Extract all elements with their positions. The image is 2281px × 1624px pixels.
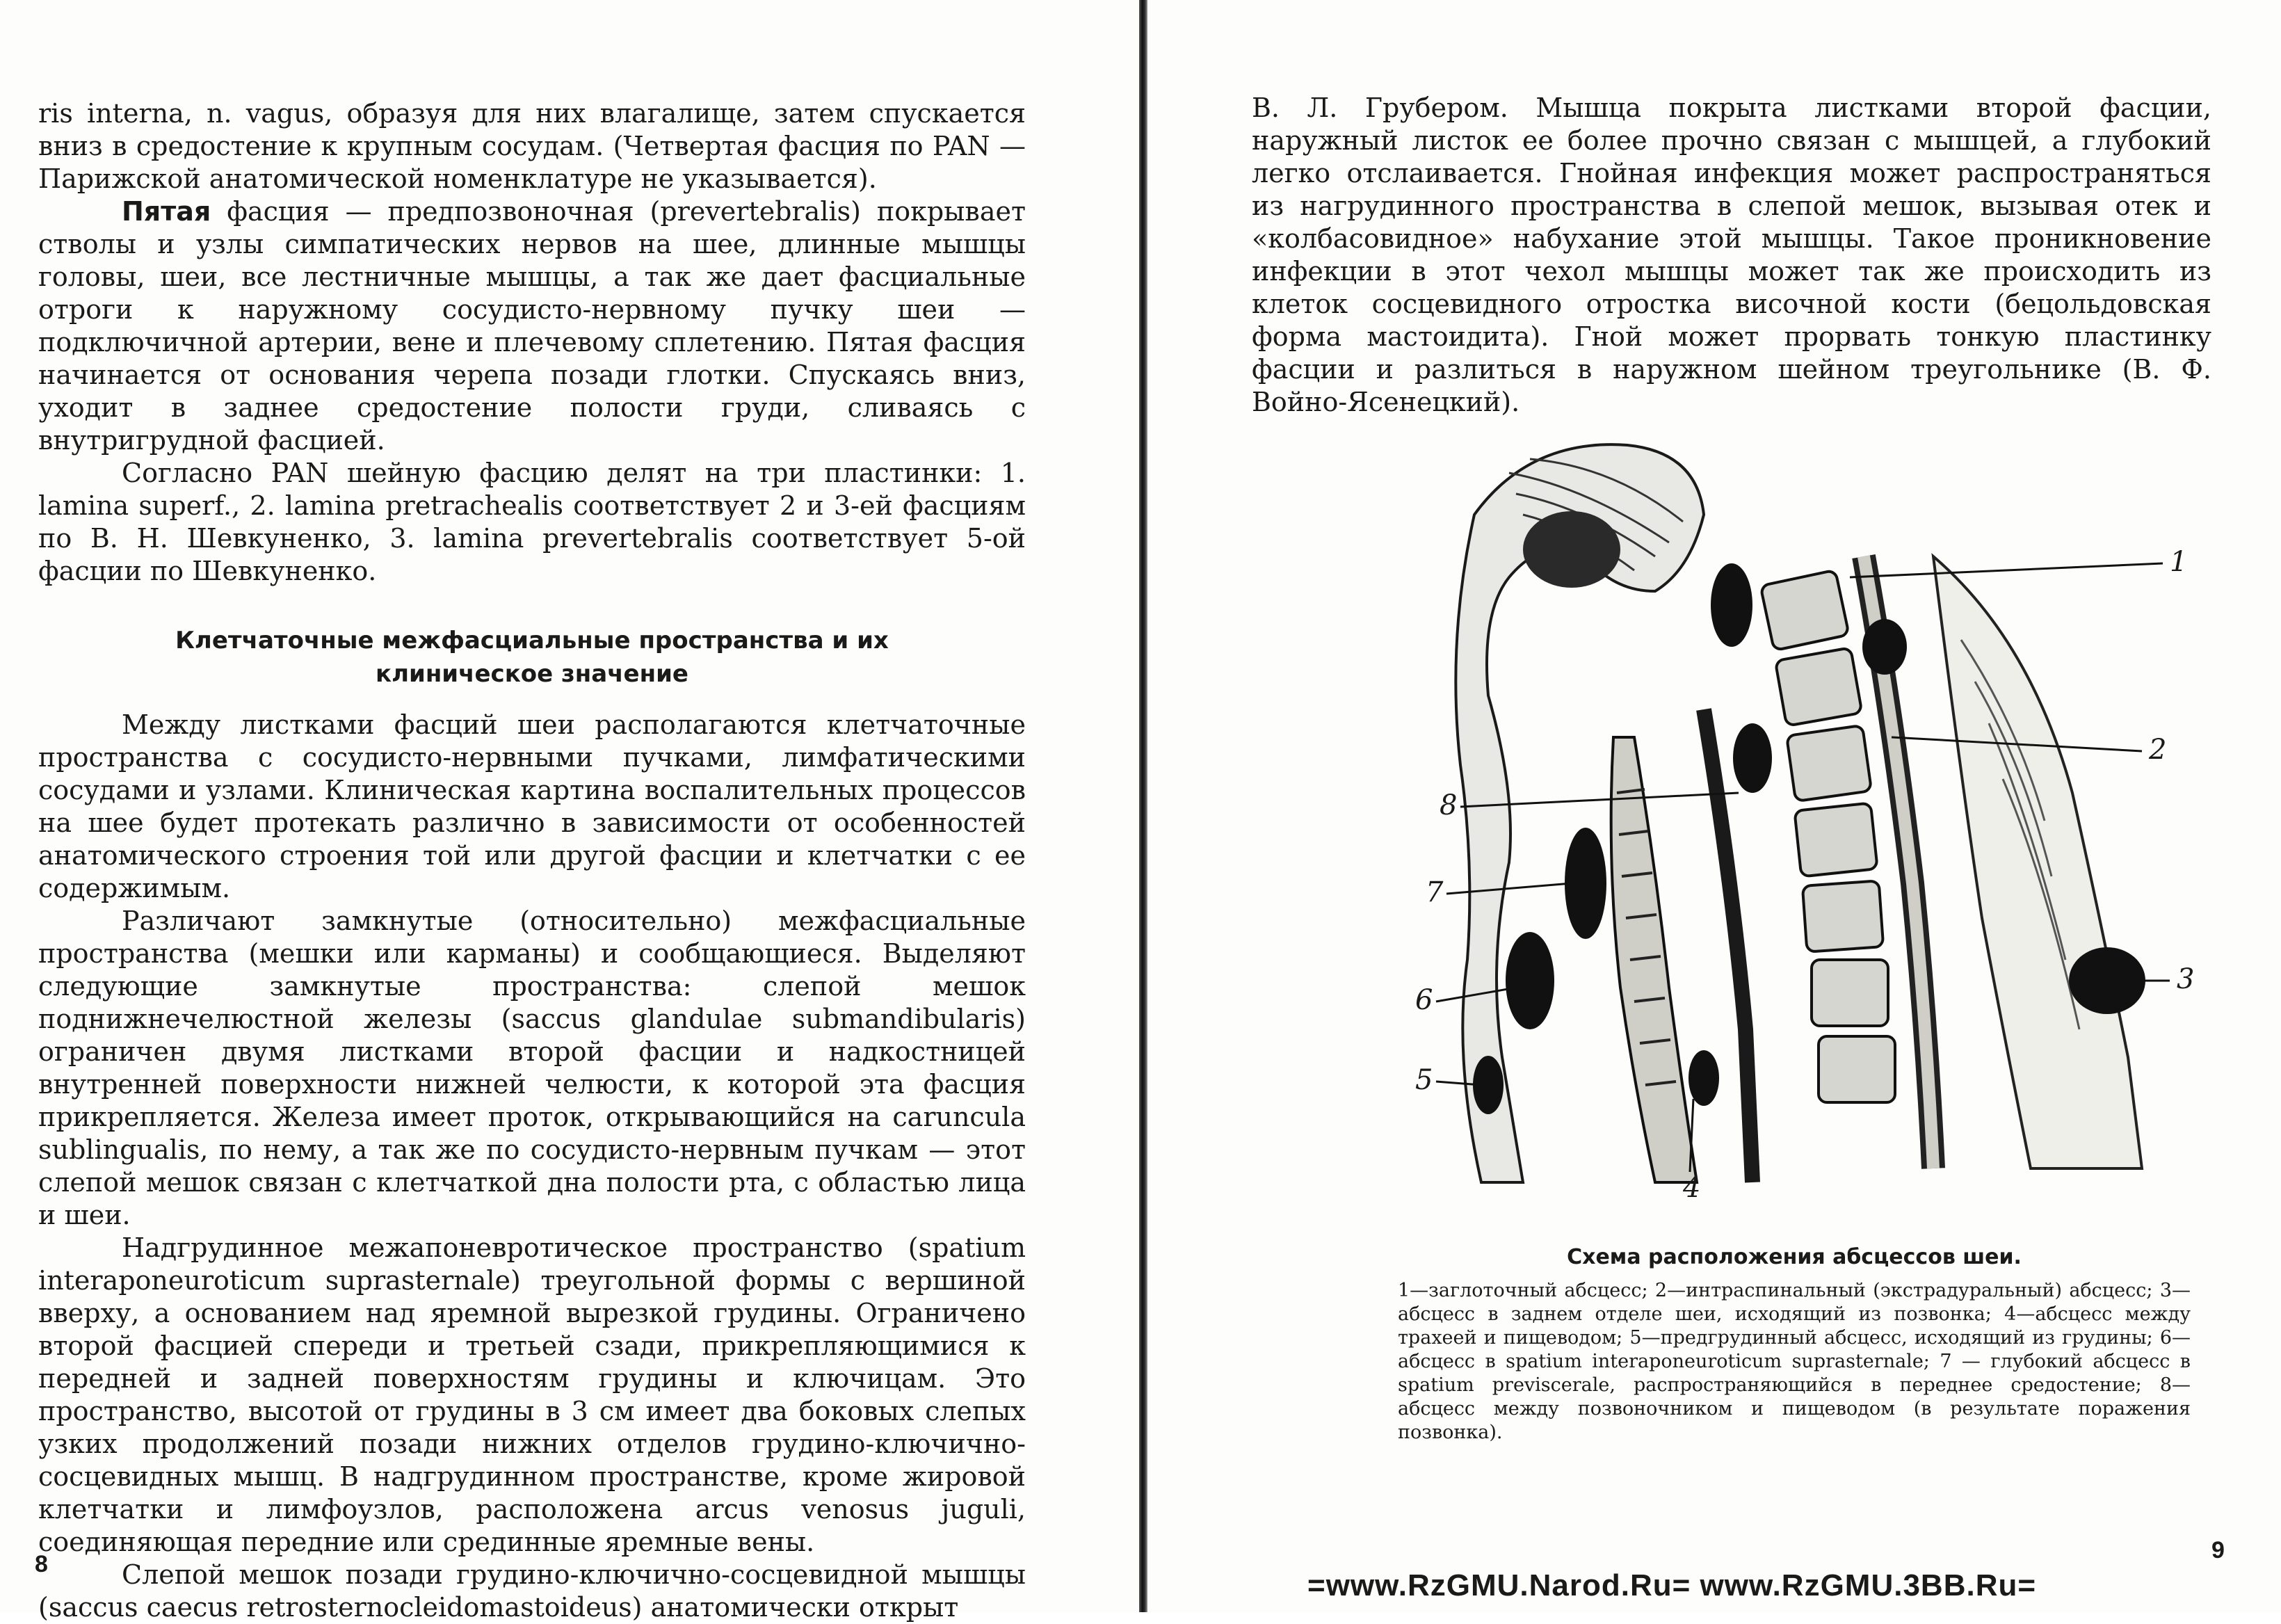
abscess-2-intraspinal — [1862, 619, 1907, 675]
abscess-6-suprasternal — [1506, 932, 1554, 1029]
footer-url: =www.RzGMU.Narod.Ru= www.RzGMU.3BB.Ru= — [1307, 1568, 2037, 1602]
abscess-8-retroesophageal — [1733, 723, 1772, 793]
section-paragraph-1: Между листками фасций шеи располагаются клетчаточные пространства с сосудисто-нервными пучками, лимфатическими сосудами и узлами. Клиническая картина воспалительных процессов на шее будет протекать различно в зависимости от особенностей анатомического строения той или другой фасции и клетчатки с ее содержимым. — [38, 709, 1026, 903]
section-title-line1: Клетчаточные межфасциальные пространства и их — [175, 627, 889, 654]
right-text-column — [1252, 92, 2211, 419]
section-paragraph-3: Надгрудинное межапоневротическое пространство (spatium interaponeuroticum suprasternale) треугольной формы с вершиной вверху, а основанием над яремной вырезкой грудины. Ограничено второй фасцией спереди и третьей сзади, прикрепляющимися к передней и задней поверхностям грудины и ключицам. Это пространство, высотой от грудины в 3 см имеет два боковых слепых узких продолжений позади нижних отделов грудино-ключично-сосцевидных мышц. В надгрудинном пространстве, кроме жировой клетчатки и лимфоузлов, расположена arcus venosus juguli, соединяющая передние или срединные яремные вены. — [38, 1232, 1026, 1557]
abscess-3-posterior-neck — [2069, 947, 2145, 1014]
occipital-dark-region — [1523, 511, 1620, 588]
neck-sagittal-section-figure — [1405, 431, 2198, 1204]
figure-label-3: 3 — [2177, 963, 2195, 995]
book-gutter — [1139, 0, 1147, 1612]
figure-label-7: 7 — [1426, 876, 1444, 908]
abscess-4-tracheoesophageal — [1688, 1050, 1719, 1106]
section-paragraph-2: Различают замкнутые (относительно) межфасциальные пространства (мешки или карманы) и сообщающиеся. Выделяют следующие замкнутые пространства: слепой мешок поднижнечелюстной железы (saccus glandulae submandibularis) ограничен двумя листками второй фасции и надкостницей внутренней поверхности нижней челюсти, к которой эта фасция прикрепляется. Железа имеет проток, открывающийся на caruncula sublingualis, по нему, а так же по сосудисто-нервным пучкам — этот слепой мешок связан с клетчаткой дна полости рта, с областью лица и шеи. — [38, 906, 1026, 1230]
paragraph-fifth-fascia — [38, 195, 1026, 457]
right-paragraph: В. Л. Грубером. Мышца покрыта листками второй фасции, наружный листок ее более прочно связан с мышцей, а глубокий легко отслаивается. Гнойная инфекция может распространяться из нагрудинного пространства в слепой мешок, вызывая отек и «колбасовидное» набухание этой мышцы. Такое проникновение инфекции в этот чехол мышцы может так же происходить из клеток сосцевидного отростка височной кости (бецольдовская форма мастоидита). Гной может прорвать тонкую пластинку фасции и разлиться в наружном шейном треугольнике (В. Ф. Войно-Ясенецкий). — [1252, 93, 2211, 417]
right-page — [1147, 0, 2281, 1612]
abscess-1-retropharyngeal — [1711, 563, 1752, 647]
figure-label-5: 5 — [1415, 1064, 1433, 1096]
paragraph-continuation: ris interna, n. vagus, образуя для них влагалище, затем спускается вниз в средостение к крупным сосудам. (Четвертая фасция по PAN — Парижской анатомической номенклатуре не указывается). — [38, 98, 1026, 194]
section-title-line2: клиническое значение — [376, 660, 688, 688]
figure-caption — [1398, 1245, 2191, 1445]
figure-label-2: 2 — [2149, 734, 2167, 766]
section-paragraph-4: Слепой мешок позади грудино-ключично-сосцевидной мышцы (saccus caecus retrosternocleidomastoideus) анатомически открыт — [38, 1559, 1026, 1623]
figure-label-6: 6 — [1415, 984, 1433, 1016]
page-number-right: 9 — [2211, 1537, 2225, 1563]
anatomical-diagram — [1405, 431, 2198, 1196]
section-title — [38, 624, 1026, 691]
bold-lead-word: Пятая — [122, 196, 211, 227]
left-page — [0, 0, 1139, 1623]
figure-label-1: 1 — [2170, 546, 2188, 578]
left-text-column — [38, 97, 1026, 1624]
paragraph-pan-classification: Согласно PAN шейную фасцию делят на три пластинки: 1. lamina superf., 2. lamina pretrachealis соответствует 2 и 3-ей фасциям по В. Н. Шевкуненко, 3. lamina prevertebralis соответствует 5-ой фасции по Шевкуненко. — [38, 458, 1026, 586]
figure-label-8: 8 — [1440, 789, 1458, 821]
caption-text: 1—заглоточный абсцесс; 2—интраспинальный (экстрадуральный) абсцесс; 3—абсцесс в заднем отделе шеи, исходящий из позвонка; 4—абсцесс между трахеей и пищеводом; 5—предгрудинный абсцесс, исходящий из грудины; 6—абсцесс в spatium interaponeuroticum suprasternale; 7 — глубокий абсцесс в spatium previscerale, распространяющийся в переднее средостение; 8—абсцесс между позвоночником и пищеводом (в результате поражения позвонка). — [1398, 1280, 2191, 1443]
figure-label-4: 4 — [1683, 1172, 1701, 1204]
caption-title: Схема расположения абсцессов шеи. — [1567, 1245, 2022, 1269]
paragraph-fifth-fascia-text: фасция — предпозвоночная (prevertebralis) покрывает стволы и узлы симпатических нервов на шее, длинные мышцы головы, шеи, все лестничные мышцы, а так же дает фасциальные отроги к наружному сосудисто-нервному пучку шеи — подключичной артерии, вене и плечевому сплетению. Пятая фасция начинается от основания черепа позади глотки. Спускаясь вниз, уходит в заднее средостение полости груди, сливаясь с внутригрудной фасцией. — [38, 196, 1026, 456]
page-number-left: 8 — [35, 1551, 48, 1577]
